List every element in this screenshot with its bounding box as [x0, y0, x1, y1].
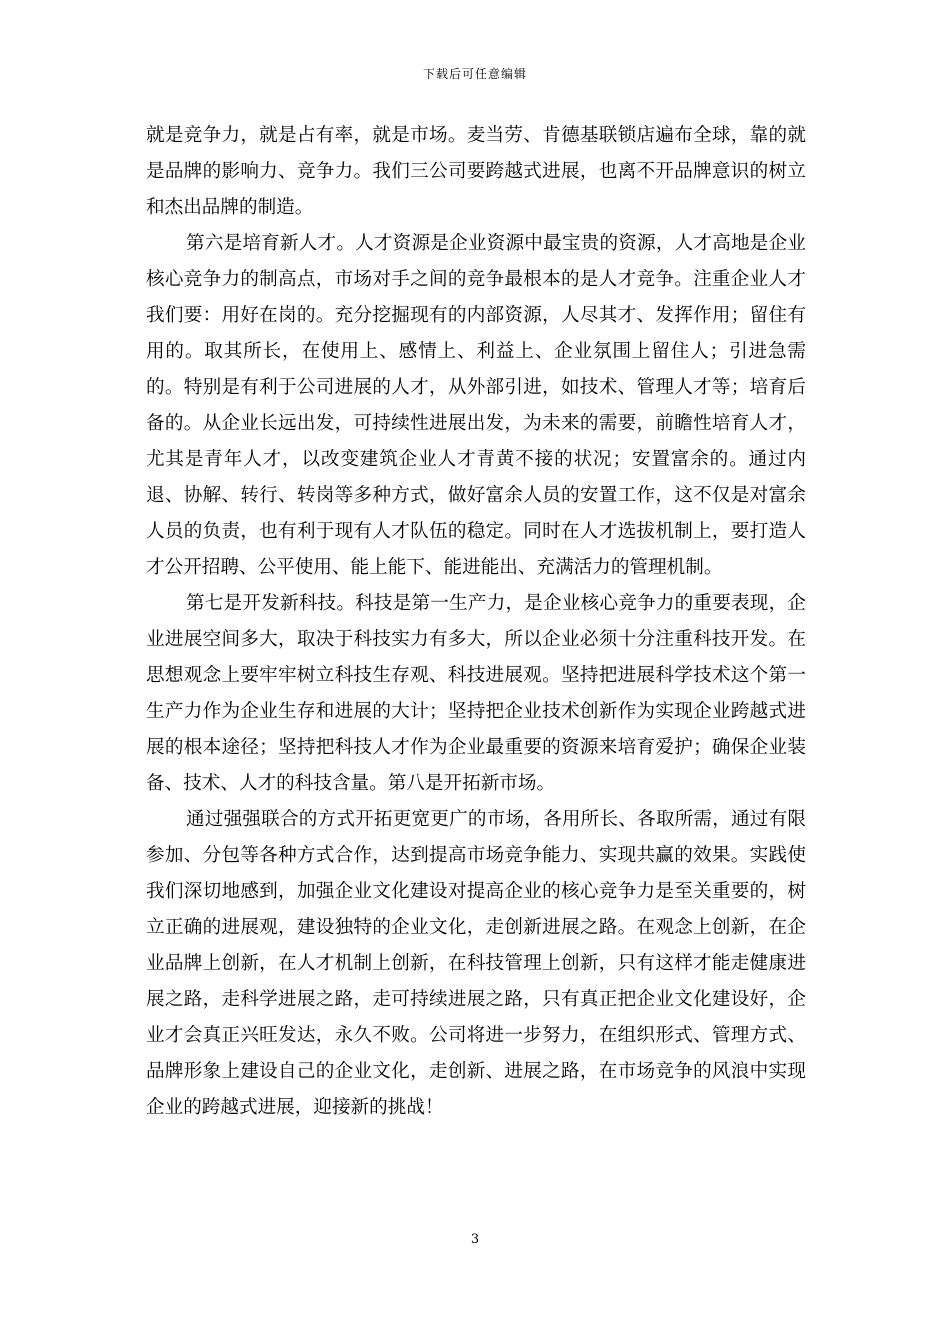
document-body [146, 118, 806, 1126]
paragraph-talent: 第六是培育新人才。人才资源是企业资源中最宝贵的资源，人才高地是企业核心竞争力的制高点，市场对手之间的竞争最根本的是人才竞争。注重企业人才我们要：用好在岗的。充分挖掘现有的内部资源，人尽其才、发挥作用；留住有用的。取其所长，在使用上、感情上、利益上、企业氛围上留住人；引进急需的。特别是有利于公司进展的人才，从外部引进，如技术、管理人才等；培育后备的。从企业长远出发，可持续性进展出发，为未来的需要，前瞻性培育人才，尤其是青年人才，以改变建筑企业人才青黄不接的状况；安置富余的。通过内退、协解、转行、转岗等多种方式，做好富余人员的安置工作，这不仅是对富余人员的负责，也有利于现有人才队伍的稳定。同时在人才选拔机制上，要打造人才公开招聘、公平使用、能上能下、能进能出、充满活力的管理机制。 [146, 233, 806, 578]
paragraph-continuation: 就是竞争力，就是占有率，就是市场。麦当劳、肯德基联锁店遍布全球，靠的就是品牌的影响力、竞争力。我们三公司要跨越式进展，也离不开品牌意识的树立和杰出品牌的制造。 [146, 125, 806, 218]
page-header: 下载后可任意编辑 [422, 67, 527, 81]
page-number: 3 [470, 1232, 480, 1247]
paragraph-market: 通过强强联合的方式开拓更宽更广的市场，各用所长、各取所需，通过有限参加、分包等各种方式合作，达到提高市场竞争能力、实现共赢的效果。实践使我们深切地感到，加强企业文化建设对提高企业的核心竞争力是至关重要的，树立正确的进展观，建设独特的企业文化，走创新进展之路。在观念上创新，在企业品牌上创新，在人才机制上创新，在科技管理上创新，只有这样才能走健康进展之路，走科学进展之路，走可持续进展之路，只有真正把企业文化建设好，企业才会真正兴旺发达，永久不败。公司将进一步努力，在组织形式、管理方式、品牌形象上建设自己的企业文化，走创新、进展之路，在市场竞争的风浪中实现企业的跨越式进展，迎接新的挑战！ [146, 809, 806, 1118]
paragraph-technology: 第七是开发新科技。科技是第一生产力，是企业核心竞争力的重要表现，企业进展空间多大，取决于科技实力有多大，所以企业必须十分注重科技开发。在思想观念上要牢牢树立科技生存观、科技进展观。坚持把进展科学技术这个第一生产力作为企业生存和进展的大计；坚持把企业技术创新作为实现企业跨越式进展的根本途径；坚持把科技人才作为企业最重要的资源来培育爱护；确保企业装备、技术、人才的科技含量。第八是开拓新市场。 [146, 593, 806, 794]
